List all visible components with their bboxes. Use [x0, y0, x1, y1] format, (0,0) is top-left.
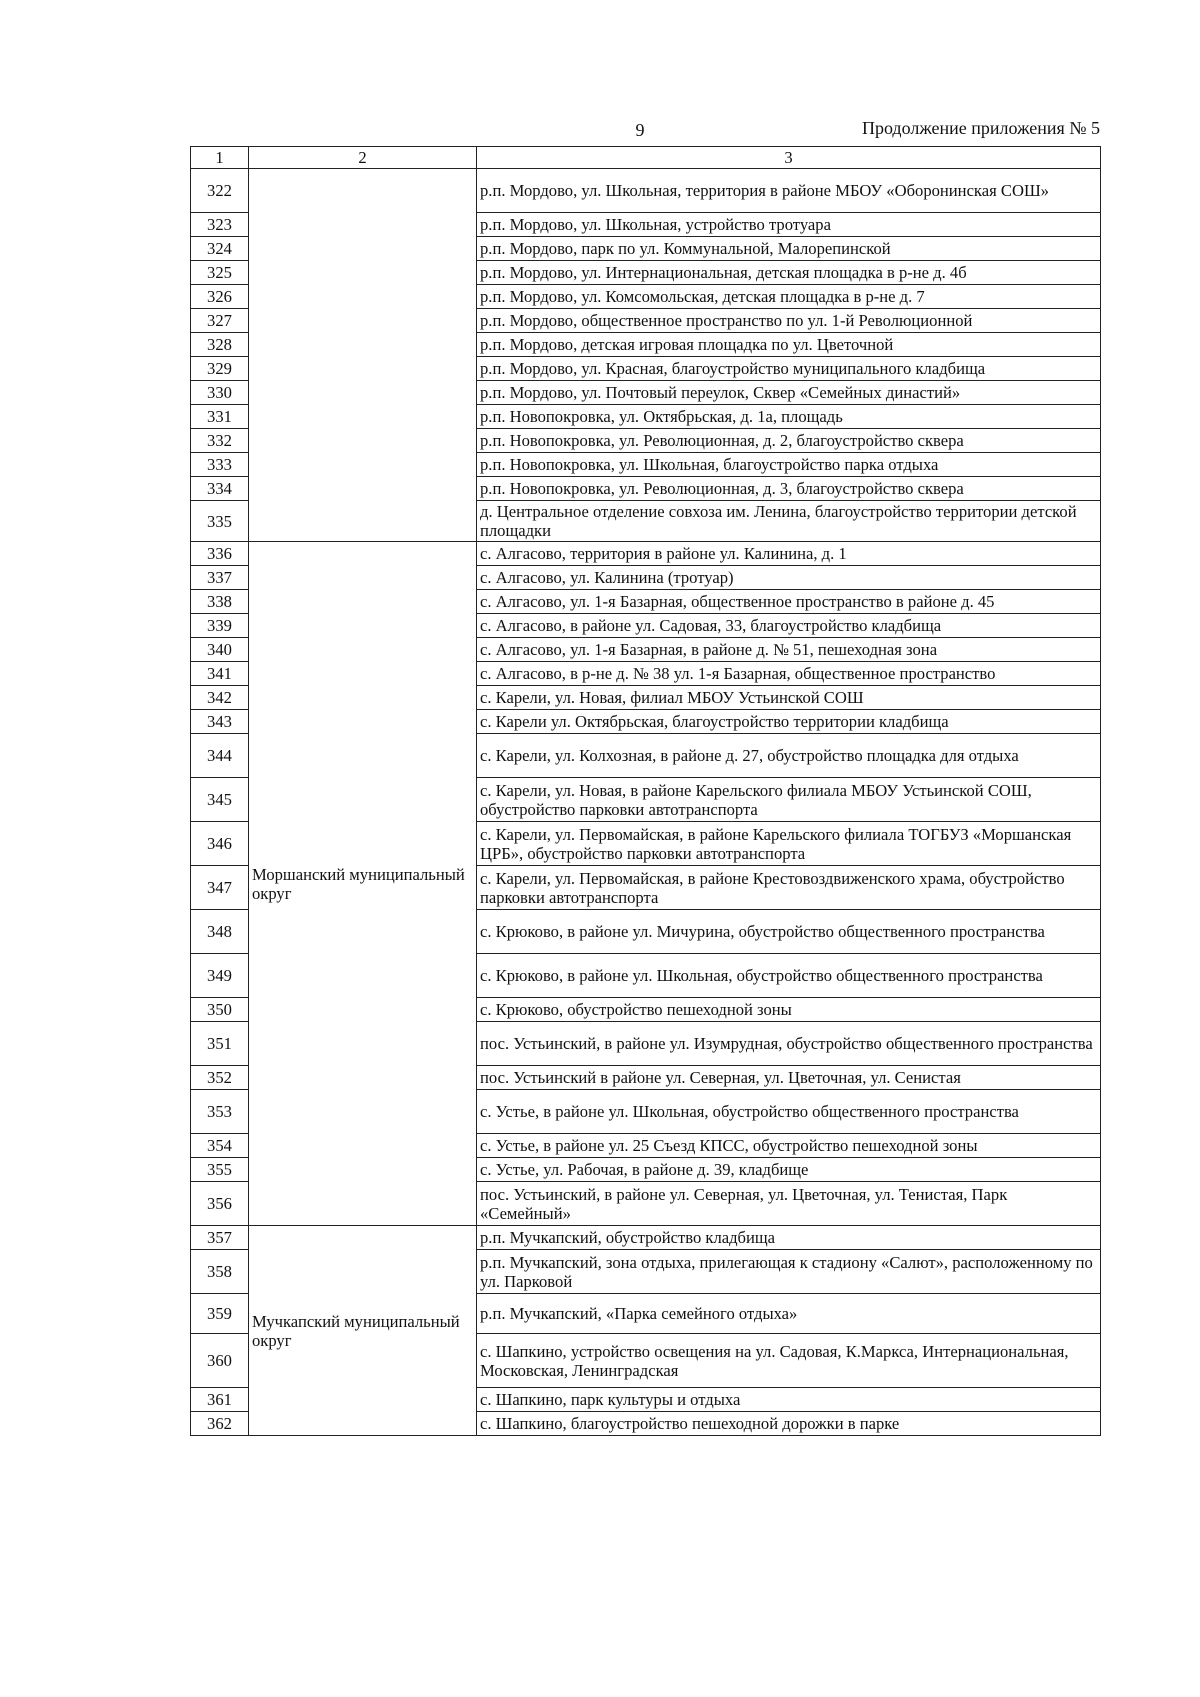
object-description: с. Крюково, в районе ул. Школьная, обустройство общественного пространства [477, 954, 1101, 998]
row-number: 335 [191, 501, 249, 542]
object-description: р.п. Мордово, парк по ул. Коммунальной, Малорепинской [477, 237, 1101, 261]
object-description: р.п. Мордово, ул. Школьная, устройство тротуара [477, 213, 1101, 237]
object-description: с. Алгасово, территория в районе ул. Калинина, д. 1 [477, 542, 1101, 566]
row-number: 350 [191, 998, 249, 1022]
row-number: 351 [191, 1022, 249, 1066]
header-col-2: 2 [249, 147, 477, 169]
object-description: р.п. Новопокровка, ул. Школьная, благоустройство парка отдыха [477, 453, 1101, 477]
object-description: р.п. Мордово, ул. Красная, благоустройство муниципального кладбища [477, 357, 1101, 381]
row-number: 329 [191, 357, 249, 381]
table-header-row [191, 147, 1101, 169]
row-number: 324 [191, 237, 249, 261]
row-number: 323 [191, 213, 249, 237]
row-number: 355 [191, 1158, 249, 1182]
object-description: с. Карели ул. Октябрьская, благоустройство территории кладбища [477, 710, 1101, 734]
object-description: с. Устье, в районе ул. Школьная, обустройство общественного пространства [477, 1090, 1101, 1134]
row-number: 327 [191, 309, 249, 333]
object-description: пос. Устьинский в районе ул. Северная, ул. Цветочная, ул. Сенистая [477, 1066, 1101, 1090]
object-description: р.п. Мордово, общественное пространство по ул. 1-й Революционной [477, 309, 1101, 333]
object-description: р.п. Мучкапский, обустройство кладбища [477, 1226, 1101, 1250]
object-description: с. Крюково, в районе ул. Мичурина, обустройство общественного пространства [477, 910, 1101, 954]
registry-table [190, 146, 1101, 1436]
object-description: р.п. Новопокровка, ул. Революционная, д. 2, благоустройство сквера [477, 429, 1101, 453]
object-description: с. Устье, в районе ул. 25 Съезд КПСС, обустройство пешеходной зоны [477, 1134, 1101, 1158]
row-number: 347 [191, 866, 249, 910]
appendix-continuation-note: Продолжение приложения № 5 [861, 118, 1100, 138]
row-number: 336 [191, 542, 249, 566]
object-description: с. Алгасово, в районе ул. Садовая, 33, благоустройство кладбища [477, 614, 1101, 638]
row-number: 349 [191, 954, 249, 998]
row-number: 338 [191, 590, 249, 614]
row-number: 325 [191, 261, 249, 285]
object-description: р.п. Мордово, ул. Интернациональная, детская площадка в р-не д. 4б [477, 261, 1101, 285]
row-number: 334 [191, 477, 249, 501]
object-description: р.п. Новопокровка, ул. Революционная, д. 3, благоустройство сквера [477, 477, 1101, 501]
row-number: 346 [191, 822, 249, 866]
row-number: 348 [191, 910, 249, 954]
object-description: пос. Устьинский, в районе ул. Изумрудная, обустройство общественного пространства [477, 1022, 1101, 1066]
row-number: 358 [191, 1250, 249, 1294]
object-description: с. Шапкино, устройство освещения на ул. Садовая, К.Маркса, Интернациональная, Московская, Ленинградская [477, 1334, 1101, 1388]
object-description: с. Карели, ул. Новая, филиал МБОУ Устьинской СОШ [477, 686, 1101, 710]
row-number: 331 [191, 405, 249, 429]
object-description: с. Карели, ул. Первомайская, в районе Крестовоздвиженского храма, обустройство парковки автотранспорта [477, 866, 1101, 910]
row-number: 353 [191, 1090, 249, 1134]
row-number: 345 [191, 778, 249, 822]
object-description: с. Алгасово, ул. Калинина (тротуар) [477, 566, 1101, 590]
row-number: 354 [191, 1134, 249, 1158]
row-number: 333 [191, 453, 249, 477]
header-col-3: 3 [477, 147, 1101, 169]
row-number: 340 [191, 638, 249, 662]
header-col-1: 1 [191, 147, 249, 169]
object-description: р.п. Новопокровка, ул. Октябрьская, д. 1а, площадь [477, 405, 1101, 429]
object-description: с. Шапкино, парк культуры и отдыха [477, 1388, 1101, 1412]
row-number: 337 [191, 566, 249, 590]
row-number: 343 [191, 710, 249, 734]
row-number: 357 [191, 1226, 249, 1250]
object-description: р.п. Мучкапский, «Парка семейного отдыха» [477, 1294, 1101, 1334]
object-description: с. Карели, ул. Первомайская, в районе Карельского филиала ТОГБУЗ «Моршанская ЦРБ», обустройство парковки автотранспорта [477, 822, 1101, 866]
row-number: 359 [191, 1294, 249, 1334]
object-description: р.п. Мордово, ул. Почтовый переулок, Сквер «Семейных династий» [477, 381, 1101, 405]
row-number: 332 [191, 429, 249, 453]
object-description: с. Алгасово, ул. 1-я Базарная, общественное пространство в районе д. 45 [477, 590, 1101, 614]
table-row [191, 1226, 1101, 1250]
row-number: 339 [191, 614, 249, 638]
page-number: 9 [635, 120, 645, 140]
row-number: 352 [191, 1066, 249, 1090]
object-description: р.п. Мордово, детская игровая площадка по ул. Цветочной [477, 333, 1101, 357]
row-number: 341 [191, 662, 249, 686]
object-description: с. Шапкино, благоустройство пешеходной дорожки в парке [477, 1412, 1101, 1436]
row-number: 330 [191, 381, 249, 405]
object-description: р.п. Мучкапский, зона отдыха, прилегающая к стадиону «Салют», расположенному по ул. Парковой [477, 1250, 1101, 1294]
object-description: с. Карели, ул. Колхозная, в районе д. 27, обустройство площадка для отдыха [477, 734, 1101, 778]
district-name: Моршанский муниципальный округ [249, 542, 477, 1226]
row-number: 328 [191, 333, 249, 357]
row-number: 344 [191, 734, 249, 778]
object-description: с. Крюково, обустройство пешеходной зоны [477, 998, 1101, 1022]
object-description: пос. Устьинский, в районе ул. Северная, ул. Цветочная, ул. Тенистая, Парк «Семейный» [477, 1182, 1101, 1226]
object-description: с. Алгасово, ул. 1-я Базарная, в районе д. № 51, пешеходная зона [477, 638, 1101, 662]
row-number: 360 [191, 1334, 249, 1388]
object-description: д. Центральное отделение совхоза им. Ленина, благоустройство территории детской площадки [477, 501, 1101, 542]
object-description: с. Алгасово, в р-не д. № 38 ул. 1-я Базарная, общественное пространство [477, 662, 1101, 686]
table-row [191, 542, 1101, 566]
table-row [191, 169, 1101, 213]
object-description: с. Устье, ул. Рабочая, в районе д. 39, кладбище [477, 1158, 1101, 1182]
row-number: 326 [191, 285, 249, 309]
row-number: 356 [191, 1182, 249, 1226]
district-name [249, 169, 477, 542]
object-description: р.п. Мордово, ул. Школьная, территория в районе МБОУ «Оборонинская СОШ» [477, 169, 1101, 213]
row-number: 362 [191, 1412, 249, 1436]
district-name: Мучкапский муниципальный округ [249, 1226, 477, 1436]
row-number: 361 [191, 1388, 249, 1412]
object-description: с. Карели, ул. Новая, в районе Карельского филиала МБОУ Устьинской СОШ, обустройство парковки автотранспорта [477, 778, 1101, 822]
row-number: 322 [191, 169, 249, 213]
row-number: 342 [191, 686, 249, 710]
object-description: р.п. Мордово, ул. Комсомольская, детская площадка в р-не д. 7 [477, 285, 1101, 309]
